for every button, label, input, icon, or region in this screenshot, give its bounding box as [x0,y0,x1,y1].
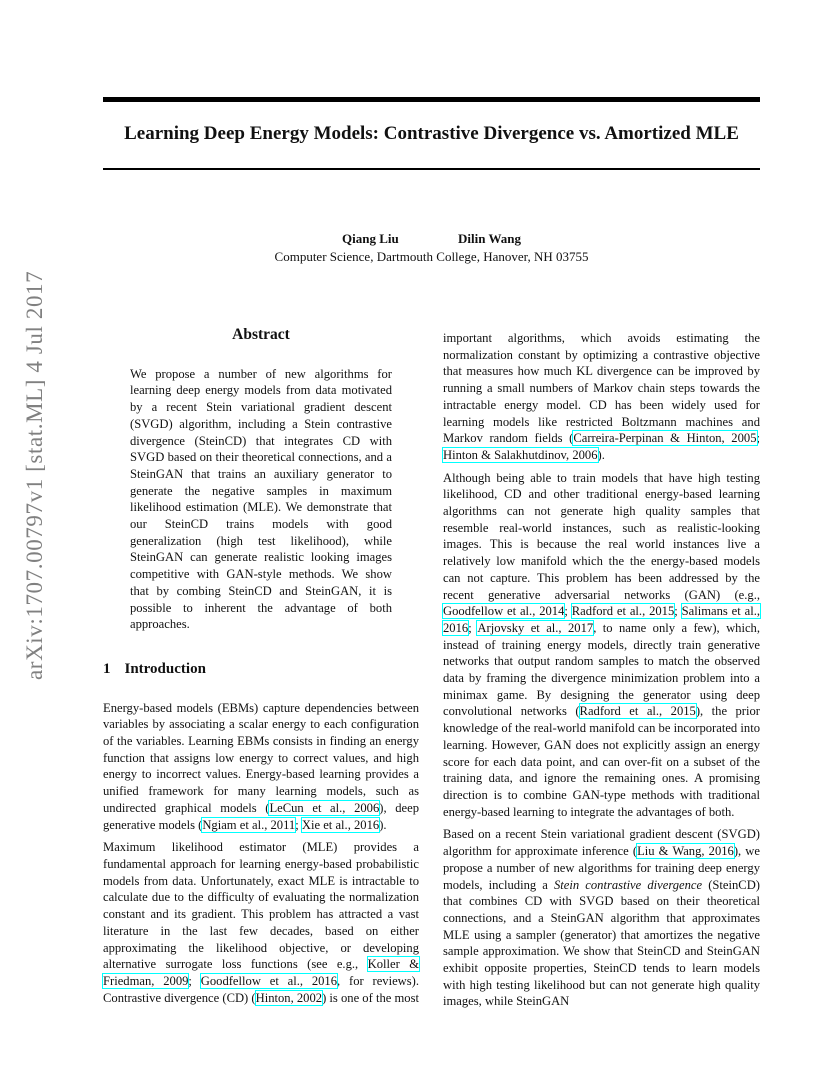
author-name: Dilin Wang [457,231,521,246]
title-top-rule [103,97,760,102]
citation-link[interactable]: Salimans et al., 2016 [443,604,761,635]
right-paragraph-1 [443,330,760,464]
author-name: Qiang Liu [342,231,399,246]
paragraph-text: ), we propose a number of new algorithms for training deep energy models, including a [443,844,760,892]
left-column [103,327,419,1012]
right-paragraph-2 [443,470,760,821]
citation-link[interactable]: Ngiam et al., 2011 [202,817,296,832]
citation-link[interactable]: Xie et al., 2016 [301,817,380,832]
citation-link[interactable]: Goodfellow et al., 2014 [443,604,565,619]
right-column [443,330,760,1016]
intro-paragraph-2 [103,839,419,1006]
section-number: 1 [103,660,111,677]
paragraph-text: ), the prior knowledge of the real-world manifold can be incorporated into learning. However, GAN does not explicitly assign an energy score for each data point, and can over-fit on a subset of the training data, and ignore the remaining ones. A promising direction is to combine GAN-type methods with traditional energy-based learning to integrate the advantages of both. [443,704,760,819]
citation-link[interactable]: Hinton & Salakhutdinov, 2006 [443,447,598,462]
right-paragraph-3 [443,826,760,1010]
paragraph-text: ; [674,604,682,619]
paragraph-text: Maximum likelihood estimator (MLE) provides a fundamental approach for learning energy-based probabilistic models from data. Unfortunately, exact MLE is intractable to calculate due to the difficulty of evaluating the normalization constant and its gradient. This problem has attracted a vast literature in the last few decades, based on either approximating the likelihood objective, or developing alternative surrogate loss functions (see e.g., [103,840,419,972]
affiliation: Computer Science, Dartmouth College, Hanover, NH 03755 [274,249,589,264]
citation-link[interactable]: Koller & Friedman, 2009 [103,957,419,988]
paragraph-text: ; [468,620,478,635]
paragraph-text: ), deep generative models ( [103,800,420,832]
section-title: Introduction [124,660,206,677]
paragraph-text: ; [564,604,572,619]
paragraph-text: ; [756,431,760,446]
citation-link[interactable]: Arjovsky et al., 2017 [477,620,594,635]
paragraph-text: important algorithms, which avoids estimating the normalization constant by optimizing a contrastive objective that measures how much KL divergence can be improved by running a small numbers of Markov chain steps towards the intractable energy model. CD has been widely used for learning models like restricted Boltzmann machines and Markov random fields ( [443,331,760,446]
citation-link[interactable]: Radford et al., 2015 [579,704,696,719]
paragraph-text: ; [295,817,302,832]
paragraph-text: , for reviews). Contrastive divergence (CD) ( [103,973,420,1005]
paragraph-text: (SteinCD) that combines CD with SVGD based on their theoretical connections, and a SteinGAN algorithm that approximates MLE using a sampler (generator) that amortizes the negative sample approximation. We show that SteinCD and SteinGAN exhibit opposite properties, SteinCD tends to learn models with high testing likelihood but can not generate high quality images, while SteinGAN [443,877,760,1009]
abstract-heading: Abstract [232,326,290,343]
paragraph-text: , to name only a few), which, instead of training energy models, directly train generative networks that output random samples to match the observed data by framing the divergence minimization problem into a minimax game. By designing the generator using deep convolutional networks ( [443,620,761,719]
paragraph-text: Based on a recent Stein variational gradient descent (SVGD) algorithm for approximate inference ( [443,827,760,859]
paragraph-text: ; [188,973,201,988]
author-block [103,231,760,265]
author-names [103,231,760,247]
section-heading-introduction [103,661,419,678]
paragraph-text: Although being able to train models that have high testing likelihood, CD and other traditional energy-based learning algorithms can not generate high quality samples that resemble real-world instances, such as realistic-looking images. This is because the real world instances live a relatively low manifold which the the energy-based models can not capture. This problem has been addressed by the recent generative adversarial networks (GAN) (e.g., [443,470,760,602]
paragraph-text: ). [597,447,605,462]
paper-title: Learning Deep Energy Models: Contrastive Divergence vs. Amortized MLE [124,123,739,144]
arxiv-identifier[interactable]: arXiv:1707.00797v1 [stat.ML] 4 Jul 2017 [22,270,47,680]
paragraph-text: Energy-based models (EBMs) capture dependencies between variables by associating a scalar energy to each configuration of the variables. Learning EBMs consists in finding an energy function that assigns low energy to correct values, and high energy to incorrect values. Energy-based learning provides a unified framework for many learning models, such as undirected graphical models ( [103,700,419,815]
citation-link[interactable]: Carreira-Perpinan & Hinton, 2005 [573,431,757,446]
citation-link[interactable]: LeCun et al., 2006 [269,800,380,815]
paragraph-text: ) is one of the most [322,990,419,1005]
citation-link[interactable]: Liu & Wang, 2016 [637,844,734,859]
citation-link[interactable]: Radford et al., 2015 [571,604,675,619]
intro-paragraph-1 [103,700,419,834]
title-bottom-rule [103,168,760,170]
paragraph-text: ). [379,817,387,832]
emphasized-term: Stein contrastive divergence [554,877,703,892]
citation-link[interactable]: Goodfellow et al., 2016 [200,973,338,988]
citation-link[interactable]: Hinton, 2002 [255,990,323,1005]
abstract-text: We propose a number of new algorithms for learning deep energy models from data motivated by a recent Stein variational gradient descent (SVGD) algorithm, including a Stein contrastive divergence (SteinCD) that integrates CD with SVGD based on their theoretical connections, and a SteinGAN that trains an auxiliary generator to generate the negative samples in maximum likelihood estimation (MLE). We demonstrate that our SteinCD trains models with good generalization (high test likelihood), while SteinGAN can generate realistic looking images competitive with GAN-style methods. We show that by combing SteinCD and SteinGAN, it is possible to inherent the advantage of both approaches. [130,366,392,632]
